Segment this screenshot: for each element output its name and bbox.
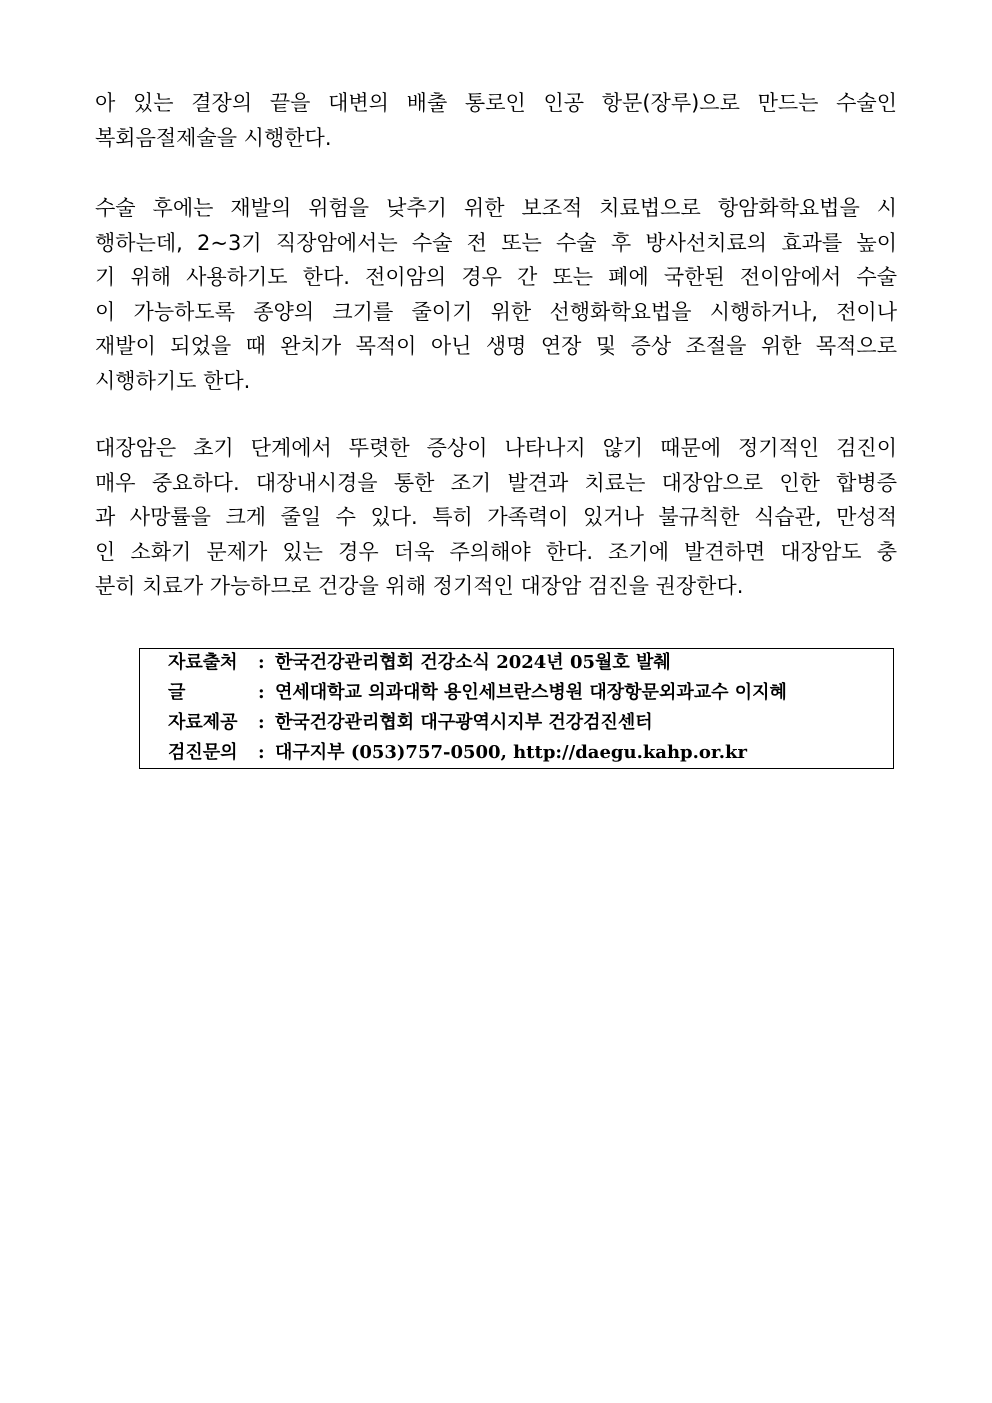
source-colon: : — [258, 682, 265, 703]
text-line: 인 소화기 문제가 있는 경우 더욱 주의해야 한다. 조기에 발견하면 대장암도 충 — [95, 539, 897, 564]
text-line: 수술 후에는 재발의 위험을 낮추기 위한 보조적 치료법으로 항암화학요법을 시 — [95, 196, 897, 220]
source-value: 대구지부 (053)757-0500, http://daegu.kahp.or.kr — [275, 742, 747, 763]
source-info-box — [139, 648, 894, 769]
text-line: 아 있는 결장의 끝을 대변의 배출 통로인 인공 항문(장루)으로 만드는 수술인 — [95, 91, 897, 115]
source-label: 검진문의 — [168, 742, 238, 763]
paragraph-surgery — [95, 86, 897, 155]
text-line: 복회음절제술을 시행한다. — [95, 125, 332, 150]
text-line: 행하는데, 2~3기 직장암에서는 수술 전 또는 수술 후 방사선치료의 효과를 높이 — [95, 230, 897, 255]
source-label: 자료출처 — [168, 652, 238, 673]
source-label: 글 — [168, 682, 186, 703]
paragraph-screening — [95, 431, 897, 604]
source-label: 자료제공 — [168, 712, 238, 733]
text-line: 시행하기도 한다. — [95, 368, 251, 393]
source-value: 한국건강관리협회 건강소식 2024년 05월호 발췌 — [275, 652, 671, 673]
text-line: 재발이 되었을 때 완치가 목적이 아닌 생명 연장 및 증상 조절을 위한 목적으로 — [95, 334, 897, 359]
source-value: 연세대학교 의과대학 용인세브란스병원 대장항문외과교수 이지혜 — [275, 682, 787, 703]
text-line: 과 사망률을 크게 줄일 수 있다. 특히 가족력이 있거나 불규칙한 식습관, 만성적 — [95, 505, 897, 530]
text-line: 이 가능하도록 종양의 크기를 줄이기 위한 선행화학요법을 시행하거나, 전이나 — [95, 299, 897, 324]
text-line: 분히 치료가 가능하므로 건강을 위해 정기적인 대장암 검진을 권장한다. — [95, 574, 744, 599]
text-line: 매우 중요하다. 대장내시경을 통한 조기 발견과 치료는 대장암으로 인한 합병증 — [95, 470, 897, 495]
source-colon: : — [258, 742, 265, 763]
source-colon: : — [258, 712, 265, 733]
text-line: 대장암은 초기 단계에서 뚜렷한 증상이 나타나지 않기 때문에 정기적인 검진이 — [95, 436, 897, 460]
source-colon: : — [258, 652, 265, 673]
source-value: 한국건강관리협회 대구광역시지부 건강검진센터 — [275, 712, 653, 733]
text-line: 기 위해 사용하기도 한다. 전이암의 경우 간 또는 폐에 국한된 전이암에서 수술 — [95, 265, 897, 290]
paragraph-chemotherapy — [95, 191, 897, 399]
